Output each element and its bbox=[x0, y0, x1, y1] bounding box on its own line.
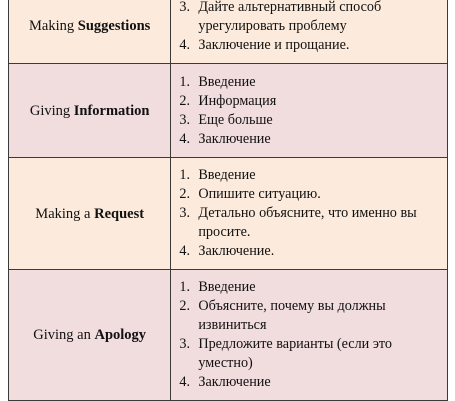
step-number: 4. bbox=[179, 36, 190, 53]
step-number: 4. bbox=[179, 130, 190, 147]
row-label-normal: Making bbox=[29, 18, 78, 34]
steps-list bbox=[171, 0, 447, 58]
table-row bbox=[9, 158, 448, 270]
row-label-normal: Giving an bbox=[33, 327, 95, 343]
step-text: Детально объясните, что именно вы просите. bbox=[198, 205, 417, 240]
row-label-cell bbox=[9, 0, 171, 64]
list-item bbox=[171, 73, 441, 92]
step-number: 2. bbox=[179, 298, 190, 314]
list-item bbox=[171, 111, 441, 130]
row-label-cell bbox=[9, 270, 171, 401]
list-item bbox=[171, 185, 441, 204]
step-number: 4. bbox=[179, 374, 190, 390]
list-item bbox=[171, 297, 441, 335]
step-text: Предложите варианты (если это уместно) bbox=[198, 336, 393, 371]
list-item bbox=[171, 335, 441, 373]
list-item bbox=[171, 166, 441, 185]
step-text: Заключение bbox=[198, 374, 271, 390]
row-label-bold: Request bbox=[94, 205, 145, 222]
list-item bbox=[171, 92, 441, 111]
list-item bbox=[171, 36, 441, 55]
row-label-cell bbox=[9, 158, 171, 270]
list-item bbox=[171, 0, 441, 36]
step-text: Введение bbox=[198, 167, 256, 183]
table-row bbox=[9, 270, 448, 401]
steps-list bbox=[171, 70, 447, 152]
table-row bbox=[9, 0, 448, 64]
row-label-normal: Giving bbox=[29, 102, 74, 119]
step-text: Введение bbox=[198, 73, 256, 90]
step-number: 3. bbox=[179, 111, 190, 128]
row-label-cell bbox=[9, 64, 171, 158]
list-item bbox=[171, 242, 441, 261]
step-number: 1. bbox=[179, 167, 190, 183]
step-text: Заключение. bbox=[198, 243, 275, 259]
step-text: Введение bbox=[198, 279, 256, 295]
row-label-normal: Making a bbox=[35, 205, 95, 222]
step-text: Информация bbox=[198, 92, 277, 109]
table-row bbox=[9, 64, 448, 158]
step-number: 1. bbox=[179, 279, 190, 295]
step-number: 2. bbox=[179, 186, 190, 202]
step-text: Опишите ситуацию. bbox=[198, 186, 321, 202]
step-text: Заключение bbox=[198, 130, 271, 147]
list-item bbox=[171, 278, 441, 297]
row-steps-cell bbox=[171, 0, 448, 64]
list-item bbox=[171, 130, 441, 149]
list-item bbox=[171, 373, 441, 392]
row-steps-cell bbox=[171, 158, 448, 270]
row-steps-cell bbox=[171, 270, 448, 401]
step-number: 2. bbox=[179, 92, 190, 109]
row-steps-cell bbox=[171, 64, 448, 158]
step-text: Еще больше bbox=[198, 111, 273, 128]
step-number: 3. bbox=[179, 0, 190, 15]
table-body bbox=[9, 0, 448, 401]
steps-list bbox=[171, 275, 447, 395]
step-number: 3. bbox=[179, 205, 190, 221]
row-label-bold: Suggestions bbox=[77, 18, 151, 34]
step-text: Дайте альтернативный способ урегулировать проблему bbox=[198, 0, 382, 34]
row-label-bold: Apology bbox=[94, 327, 147, 343]
step-number: 1. bbox=[179, 73, 190, 90]
communication-steps-table bbox=[8, 0, 448, 401]
step-text: Объясните, почему вы должны извиниться bbox=[198, 298, 386, 333]
step-number: 4. bbox=[179, 243, 190, 259]
step-number: 3. bbox=[179, 336, 190, 352]
steps-list bbox=[171, 163, 447, 264]
step-text: Заключение и прощание. bbox=[198, 36, 350, 53]
list-item bbox=[171, 204, 441, 242]
row-label-bold: Information bbox=[73, 102, 150, 119]
